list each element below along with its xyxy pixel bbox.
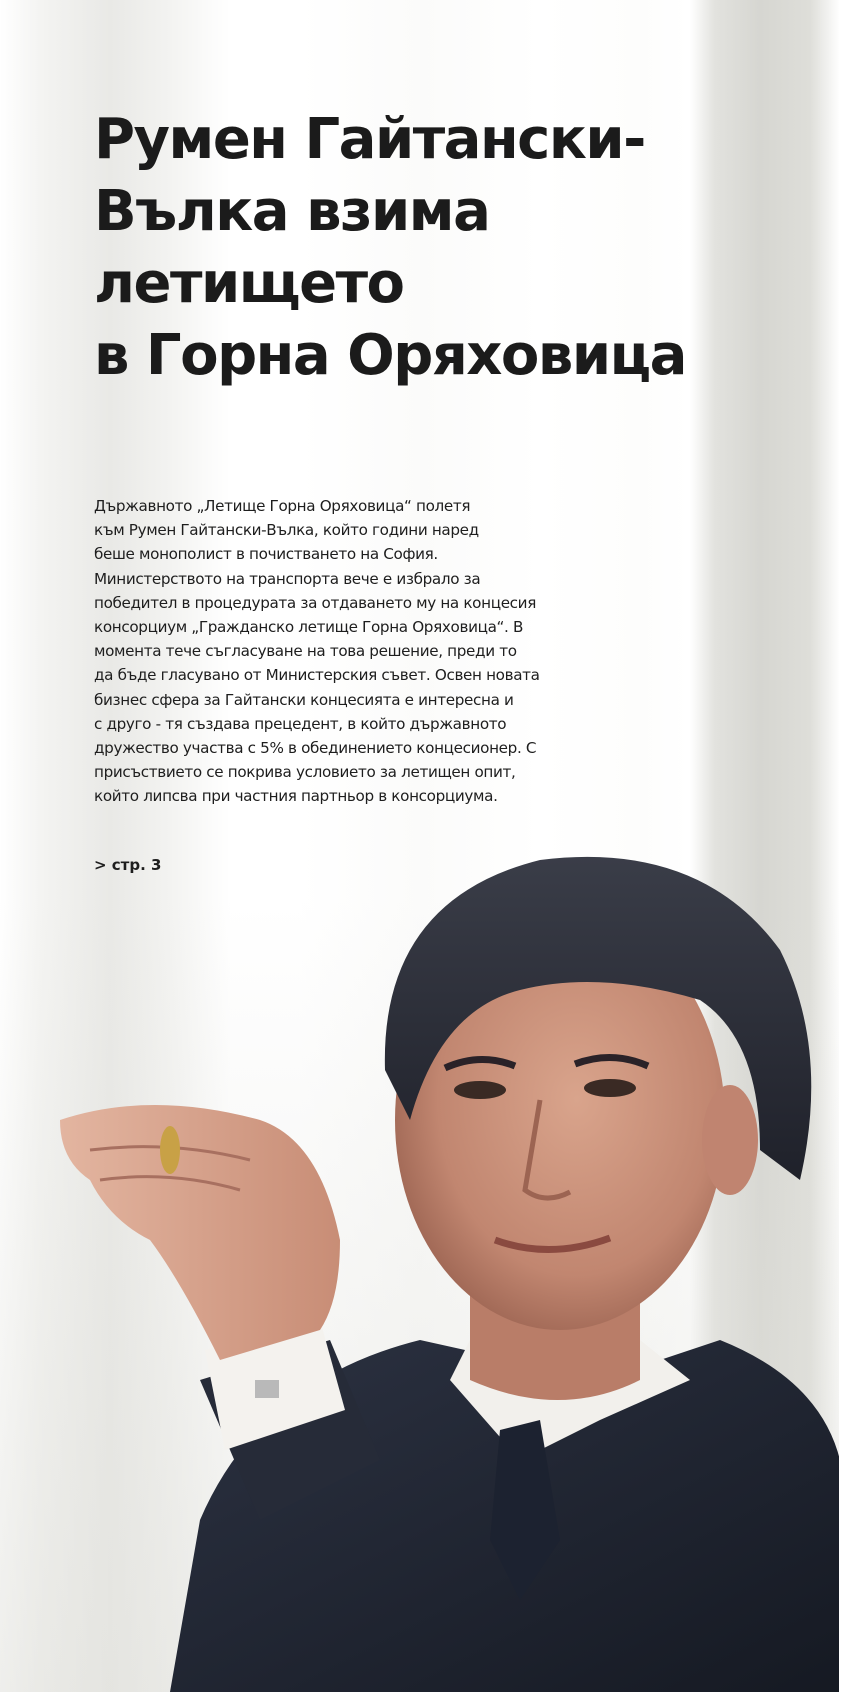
cufflink (255, 1380, 279, 1398)
lead-line: Министерството на транспорта вече е избрало за (94, 569, 481, 588)
right-eye (584, 1079, 636, 1097)
lead-line: консорциум „Гражданско летище Горна Оряховица“. В (94, 618, 524, 637)
lead-line: беше монополист в почистването на София. (94, 545, 438, 564)
headline-line: в Горна Оряховица (94, 323, 686, 388)
ear (702, 1085, 758, 1195)
hand (60, 1105, 340, 1360)
page-reference-link[interactable]: > стр. 3 (94, 856, 162, 874)
right-margin (839, 0, 857, 1692)
lead-line: дружество участва с 5% в обединението концесионер. С (94, 739, 537, 758)
portrait-photo (0, 820, 857, 1692)
left-eye (454, 1081, 506, 1099)
lead-line: момента тече съгласуване на това решение, преди то (94, 642, 517, 661)
lead-line: присъствието се покрива условието за летищен опит, (94, 763, 516, 782)
lead-line: да бъде гласувано от Министерския съвет. Освен новата (94, 666, 540, 685)
headline-line: летището (94, 251, 404, 316)
lead-line: Държавното „Летище Горна Оряховица“ полетя (94, 497, 471, 515)
lead-line: с друго - тя създава прецедент, в който държавното (94, 714, 507, 733)
lead-line: който липсва при частния партньор в консорциума. (94, 787, 498, 806)
headline-line: Румен Гайтански- (94, 107, 645, 172)
lead-line: бизнес сфера за Гайтански концесията е интересна и (94, 690, 514, 709)
lead-paragraph (94, 494, 654, 809)
lead-line: към Румен Гайтански-Вълка, който години наред (94, 521, 479, 540)
headline (94, 104, 714, 392)
ring (160, 1126, 180, 1174)
headline-line: Вълка взима (94, 179, 490, 244)
lead-line: победител в процедурата за отдаването му на концесия (94, 593, 536, 612)
